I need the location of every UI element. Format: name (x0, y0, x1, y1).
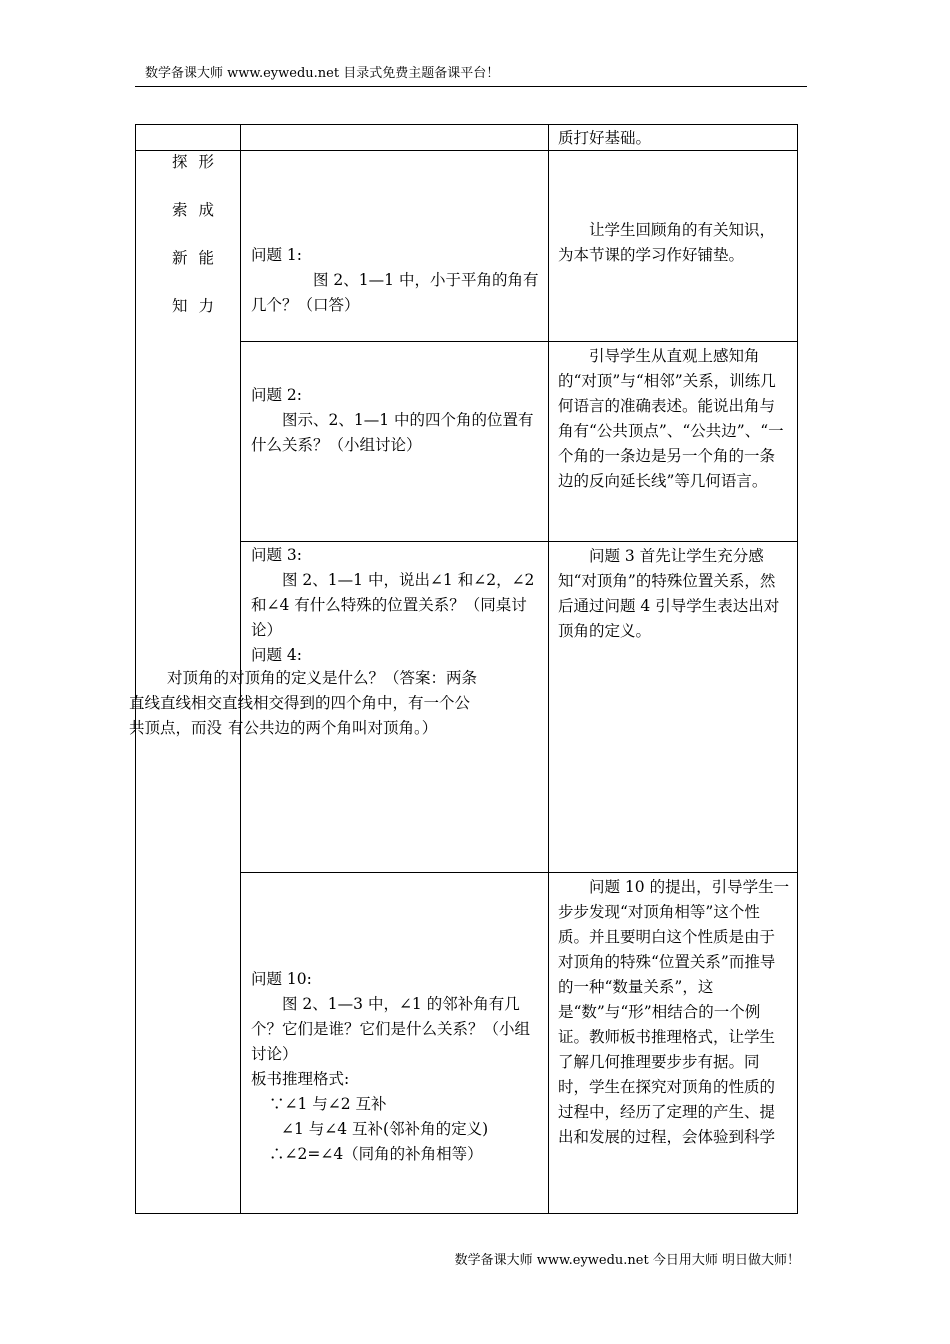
q4-line (123, 716, 553, 741)
q4-left-overflow: 共顶点，而没 (129, 719, 223, 737)
side-label-char: 索 (172, 201, 188, 219)
q1-purpose: 让学生回顾角的有关知识，为本节课的学习作好铺垫。 (558, 221, 776, 264)
q10-reason-line: ∴∠2=∠4（同角的补角相等） (269, 1145, 483, 1163)
side-label-char: 形 (198, 153, 214, 171)
side-label-row (140, 246, 240, 294)
q3-body: 图 2、1—1 中，说出∠1 和∠2，∠2 和∠4 有什么特殊的位置关系？（同桌讨论） (251, 571, 535, 639)
q4-body-line: 有公共边的两个角叫对顶角。） (228, 719, 438, 737)
q2-purpose: 引导学生从直观上感知角的“对顶”与“相邻”关系，训练几何语言的准确表述。能说出角与角有“公共顶点”、“公共边”、“一个角的一条边是另一个角的一条边的反向延长线”等几何语言。 (558, 347, 784, 490)
page-footer: 数学备课大师 www.eywedu.net 今日用大师 明日做大师！ (454, 1253, 800, 1268)
q2-cell (251, 383, 543, 458)
q4-left-overflow: 直线直线相交 (129, 694, 223, 712)
q10-reason-line: ∠1 与∠4 互补(邻补角的定义) (281, 1120, 489, 1138)
q1-title: 问题 1: (251, 246, 303, 264)
table-border-bottom (135, 1213, 798, 1214)
side-label-char: 探 (172, 153, 188, 171)
q10-body: 图 2、1—3 中，∠1 的邻补角有几个？它们是谁？它们是什么关系？（小组讨论） (251, 995, 531, 1063)
side-label-char: 新 (172, 249, 188, 267)
q10-title: 问题 10: (251, 970, 312, 988)
q4-line (123, 666, 553, 691)
q4-body-line: 直线相交得到的四个角中，有一个公 (222, 694, 471, 712)
table-border-right (797, 124, 798, 1214)
q4-definition (123, 666, 553, 741)
table-row-divider (240, 872, 798, 873)
q1-body: 图 2、1—1 中，小于平角的角有几个？（口答） (251, 271, 539, 314)
q4-title: 问题 4: (251, 646, 303, 664)
q3-cell (251, 543, 543, 668)
q10-cell (251, 967, 543, 1167)
q4-line (123, 691, 553, 716)
side-label-char: 能 (198, 249, 214, 267)
q10-purpose: 问题 10 的提出，引导学生一步步发现“对顶角相等”这个性质。并且要明白这个性质是由于对顶角的特殊“位置关系”而推导的一种“数量关系”，这是“数”与“形”相结合的一个例证。教师板书推理格式，让学生了解几何推理要步步有据。同时，学生在探究对顶角的性质的过程中，经历了定理的产生、提出和发展的过程，会体验到科学 (558, 878, 790, 1146)
side-label-row (140, 198, 240, 246)
q4-left-overflow: 对顶角的 (167, 669, 230, 687)
side-label-char: 成 (198, 201, 214, 219)
side-label-row (140, 294, 240, 342)
q3-title: 问题 3: (251, 546, 303, 564)
q4-body-line: 对顶角的定义是什么？（答案：两条 (229, 669, 478, 687)
side-label-char: 知 (172, 297, 188, 315)
q1-cell (251, 243, 541, 318)
row0-purpose: 质打好基础。 (558, 129, 652, 147)
q10-board-title: 板书推理格式: (251, 1070, 350, 1088)
table-border-top (135, 124, 798, 125)
q10-reason-line: ∵∠1 与∠2 互补 (269, 1095, 387, 1113)
side-label-row (140, 150, 240, 198)
table-row-divider (240, 541, 798, 542)
header-rule (135, 86, 807, 87)
q2-title: 问题 2: (251, 386, 303, 404)
q2-body: 图示、2、1—1 中的四个角的位置有什么关系？（小组讨论） (251, 411, 534, 454)
table-row-divider (240, 341, 798, 342)
side-label (140, 150, 240, 342)
q3-purpose: 问题 3 首先让学生充分感知“对顶角”的特殊位置关系，然后通过问题 4 引导学生表达出对顶角的定义。 (558, 547, 780, 640)
side-label-char: 力 (198, 297, 214, 315)
page-header: 数学备课大师 www.eywedu.net 目录式免费主题备课平台！ (145, 66, 500, 81)
